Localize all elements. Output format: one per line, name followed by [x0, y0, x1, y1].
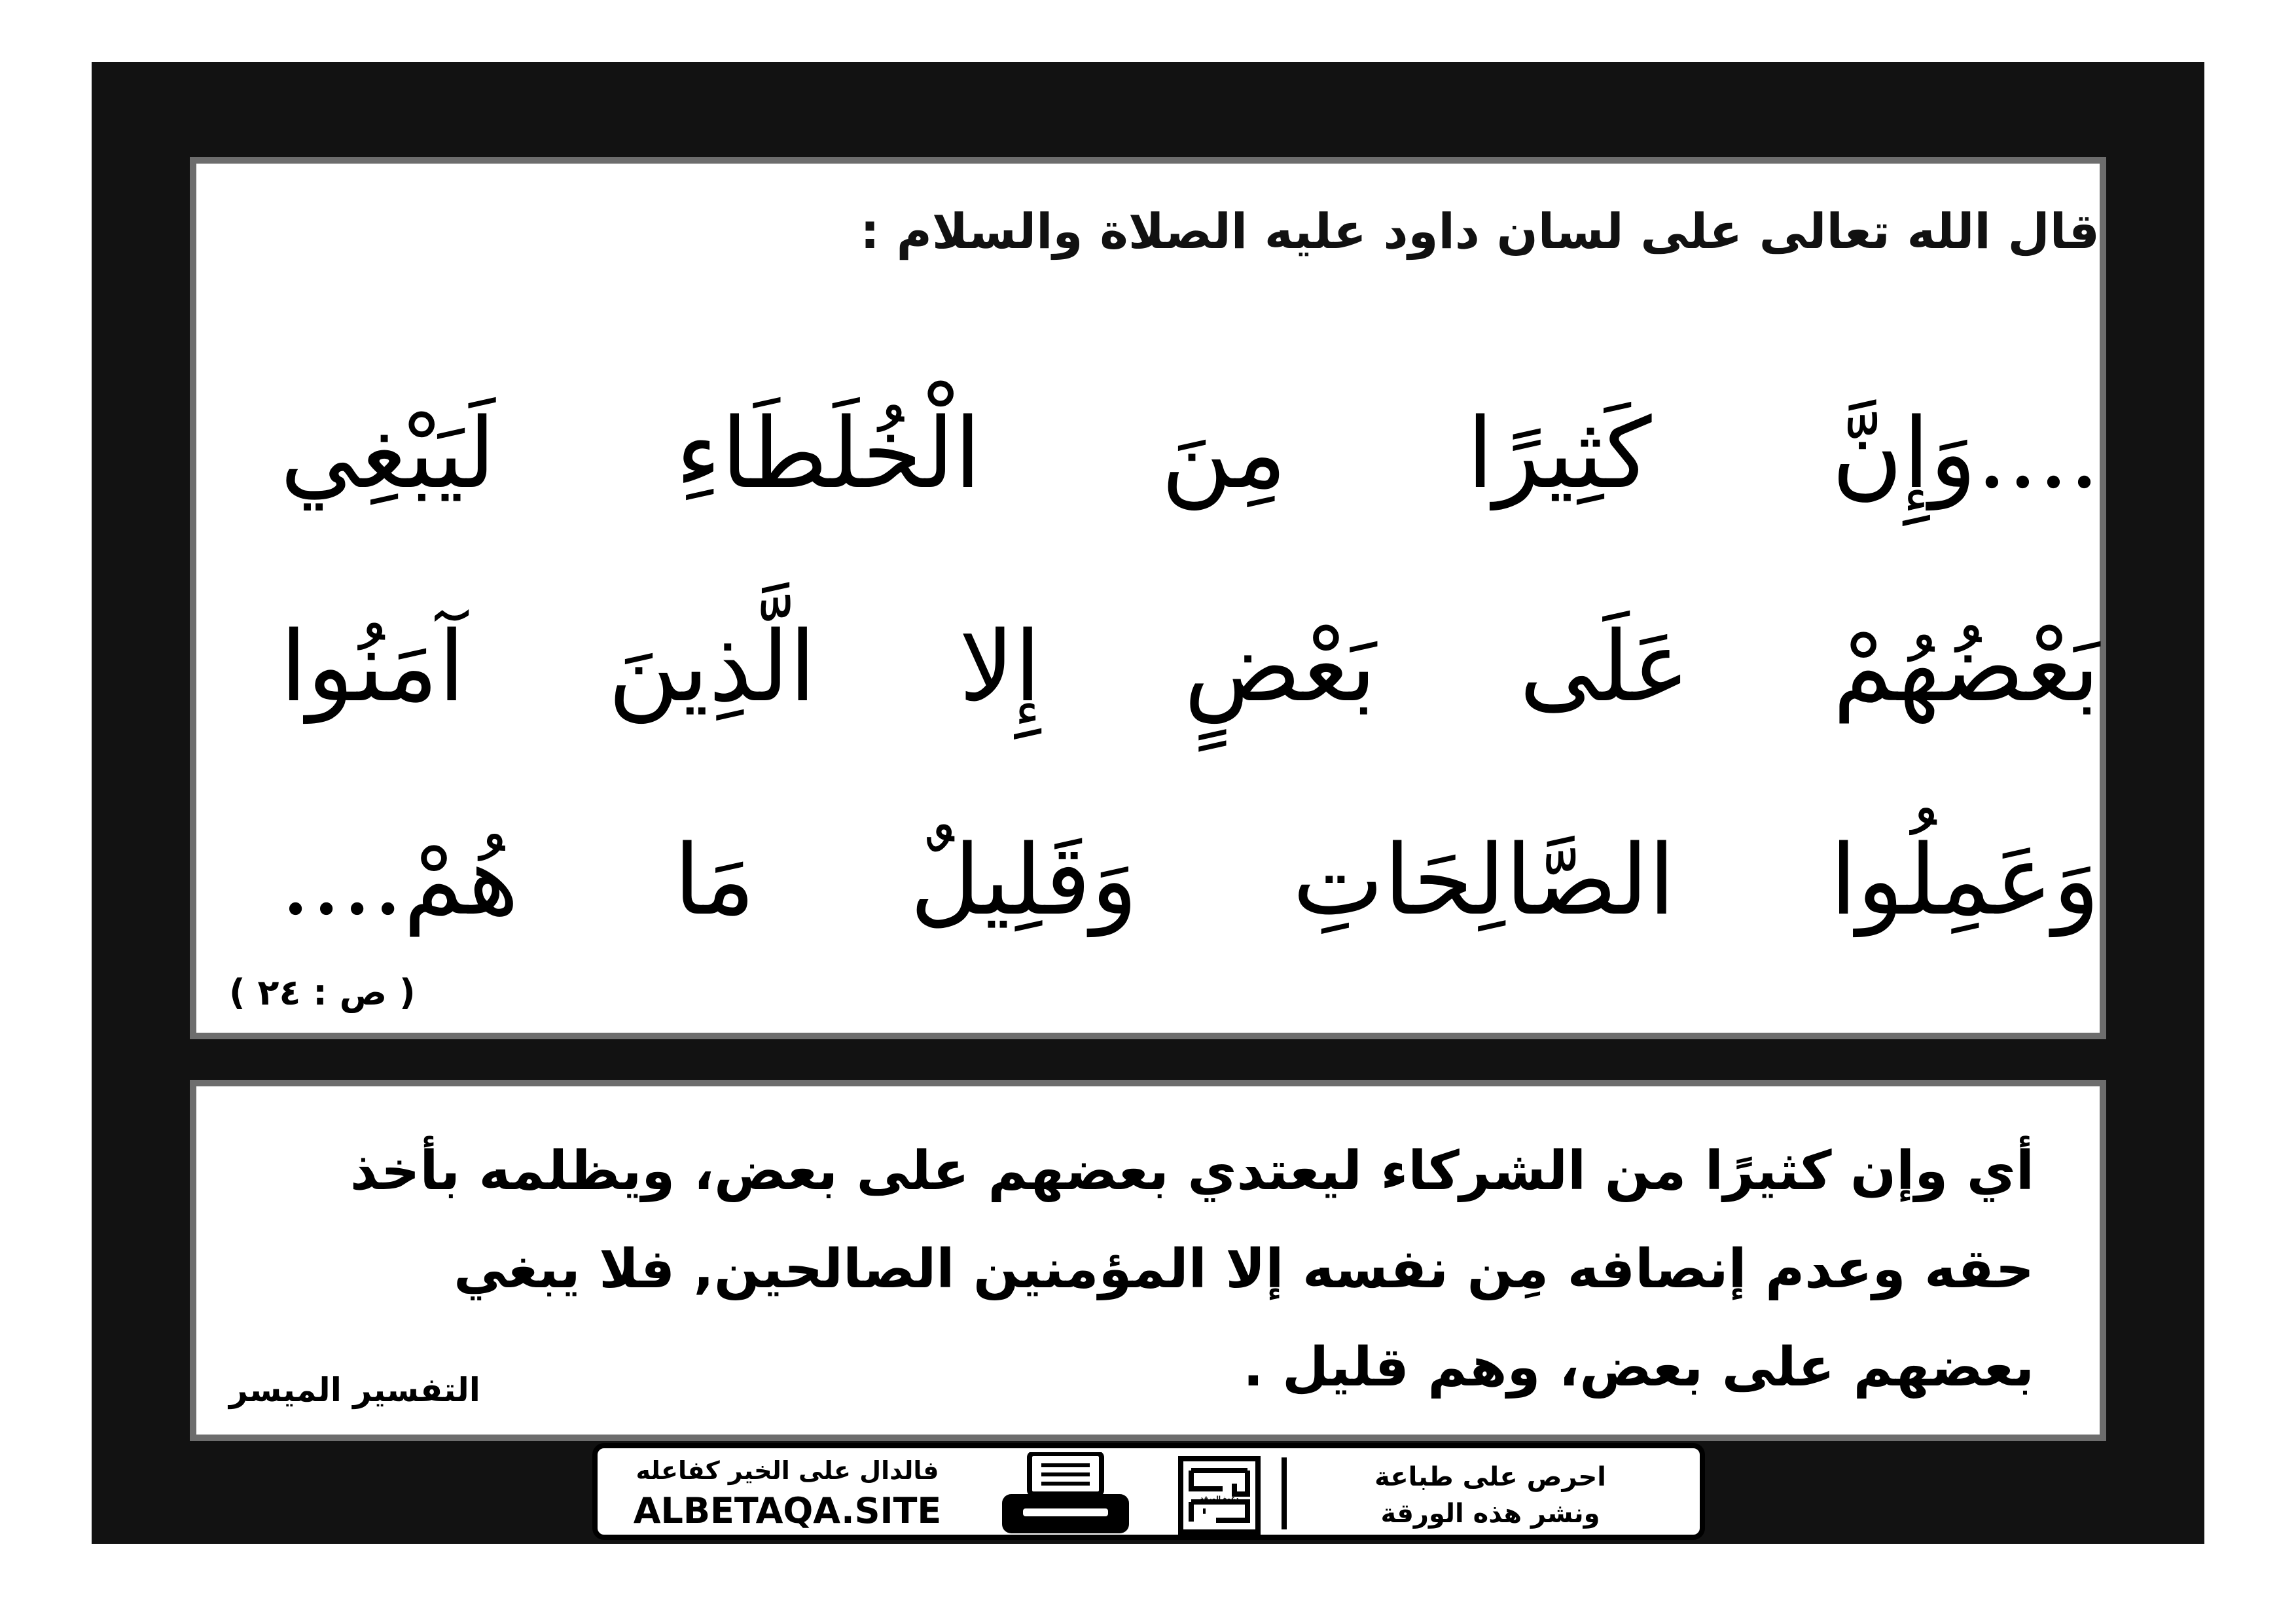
footer-slogan: فالدال على الخير كفاعله [636, 1456, 939, 1485]
footer-divider [1282, 1457, 1287, 1529]
verse-line-2: بَعْضُهُمْ عَلَى بَعْضٍ إِلا الَّذِينَ آمَنُوا [280, 611, 2100, 723]
quran-verse [280, 347, 2100, 987]
website-link[interactable]: ALBETAQA.SITE [633, 1490, 942, 1531]
footer-call-to-action [1320, 1459, 1660, 1532]
verse-line-3: وَعَمِلُوا الصَّالِحَاتِ وَقَلِيلٌ مَا هُمْ.... [280, 824, 2100, 936]
intro-heading: قال الله تعالى على لسان داود عليه الصلاة والسلام : [860, 204, 2100, 260]
tafsir-line-2: حقه وعدم إنصافه مِن نفسه إلا المؤمنين الصالحين, فلا يبغي [454, 1238, 2034, 1300]
footer-banner [592, 1443, 1705, 1540]
tafsir-line-1: أي وإن كثيرًا من الشركاء ليعتدي بعضهم على بعض، ويظلمه بأخذ [350, 1140, 2034, 1202]
tafsir-source: التفسير الميسر [229, 1371, 480, 1409]
logo-text: دعوة الورقة [1200, 1495, 1239, 1503]
printer-icon [997, 1452, 1134, 1537]
verse-line-1: ....وَإِنَّ كَثِيرًا مِنَ الْخُلَطَاءِ لَيَبْغِي [280, 397, 2100, 510]
footer-website-block [624, 1456, 951, 1531]
tafsir-line-3: بعضهم على بعض، وهم قليل . [1243, 1336, 2034, 1399]
call-line-1: احرص على طباعة [1374, 1462, 1606, 1492]
tafsir-text [267, 1122, 2034, 1417]
logo-mark [1177, 1455, 1262, 1536]
verse-reference: ( ص : ٢٤ ) [229, 972, 416, 1013]
call-line-2: ونشر هذه الورقة [1380, 1499, 1600, 1529]
